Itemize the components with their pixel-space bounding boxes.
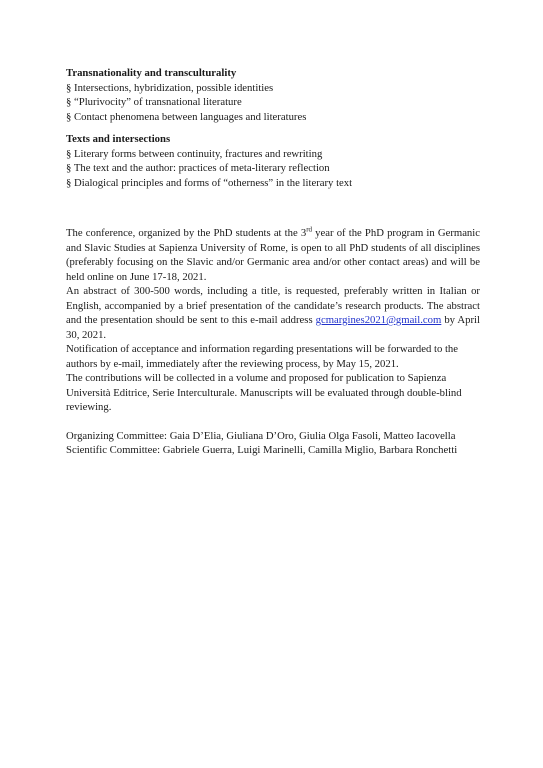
list-item: § Contact phenomena between languages and literatures xyxy=(66,110,480,125)
section-texts xyxy=(66,132,480,190)
list-item: § Literary forms between continuity, fractures and rewriting xyxy=(66,147,480,162)
scientific-committee: Scientific Committee: Gabriele Guerra, Luigi Marinelli, Camilla Miglio, Barbara Ronchetti xyxy=(66,444,458,456)
email-link[interactable]: gcmargines2021@gmail.com xyxy=(315,314,442,326)
paragraph-text: An abstract of 300-500 words, including a title, is requested, preferably written in Italian or English, accompanied by a brief presentation of the candidate’s research products. The abstract and the presentation should be sent to this e-mail address xyxy=(66,285,480,326)
list-item: § Dialogical principles and forms of “otherness” in the literary text xyxy=(66,176,480,191)
section-list xyxy=(66,147,480,191)
document-page xyxy=(66,66,480,458)
paragraph-abstract xyxy=(66,284,480,342)
conference-description xyxy=(66,226,480,415)
paragraph-text: by April 30, 2021. xyxy=(66,314,480,341)
paragraph-text: year of the PhD program in Germanic and Slavic Studies at Sapienza University of Rome, is open to all PhD students of all disciplines (preferably focusing on the Slavic and/or Germanic area and/or other contact areas) and will be held online on June 17-18, 2021. xyxy=(66,227,480,283)
section-title: Texts and intersections xyxy=(66,133,171,145)
section-transnationality xyxy=(66,66,480,124)
list-item: § The text and the author: practices of meta-literary reflection xyxy=(66,161,480,176)
section-title: Transnationality and transculturality xyxy=(66,67,237,79)
ordinal-suffix: rd xyxy=(306,225,313,234)
committees xyxy=(66,429,480,458)
section-list xyxy=(66,81,480,125)
list-item: § “Plurivocity” of transnational literature xyxy=(66,95,480,110)
paragraph-text: The conference, organized by the PhD students at the 3 xyxy=(66,227,307,239)
organizing-committee: Organizing Committee: Gaia D’Elia, Giuliana D’Oro, Giulia Olga Fasoli, Matteo Iacovella xyxy=(66,429,456,442)
paragraph-publication: The contributions will be collected in a volume and proposed for publication to Sapienza Università Editrice, Serie Interculturale. Manuscripts will be evaluated through double-blind reviewing. xyxy=(66,372,462,413)
paragraph-conference-intro xyxy=(66,226,480,284)
list-item: § Intersections, hybridization, possible identities xyxy=(66,81,480,96)
paragraph-notification: Notification of acceptance and information regarding presentations will be forwarded to the authors by e-mail, immediately after the reviewing process, by May 15, 2021. xyxy=(66,343,459,370)
